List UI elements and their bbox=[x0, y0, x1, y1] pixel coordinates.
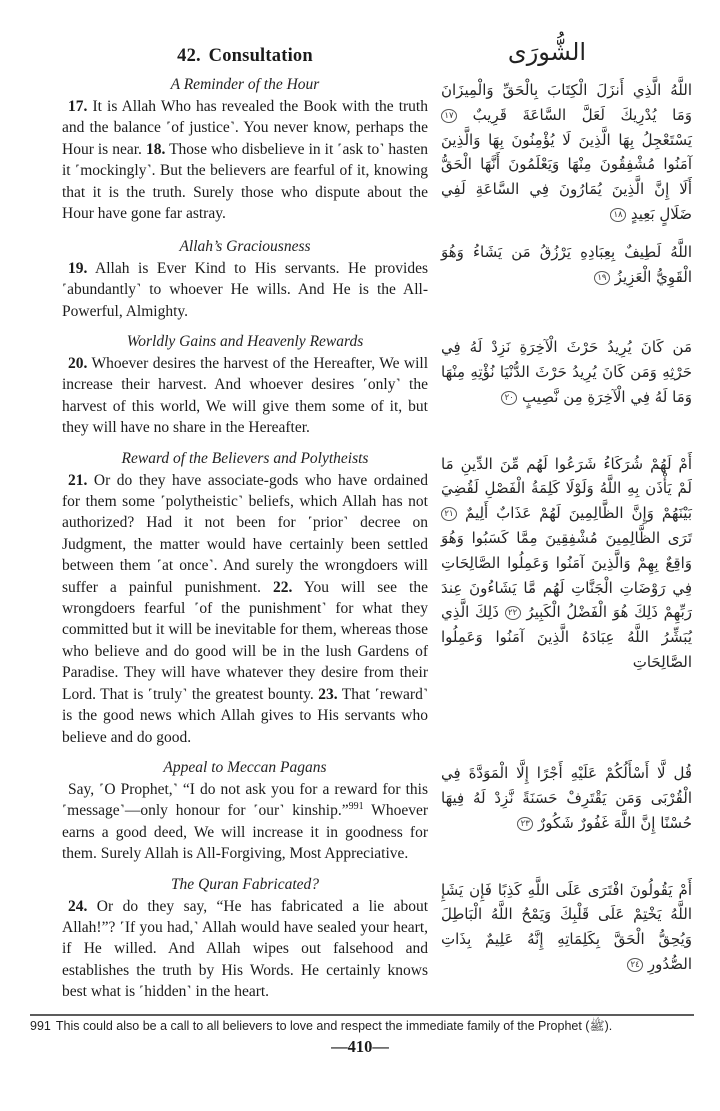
ayah-end-marker: ٢٢ bbox=[505, 606, 521, 620]
footnote-area bbox=[30, 1014, 694, 1037]
page-content bbox=[0, 71, 720, 1011]
section-heading: Allah’s Graciousness bbox=[179, 237, 311, 255]
section-appeal-to-meccan-pagans bbox=[62, 756, 692, 865]
verse-number: 21. bbox=[68, 471, 88, 489]
footnote-number: 991 bbox=[30, 1019, 51, 1033]
ayah-end-marker: ٢٣ bbox=[517, 817, 533, 831]
section-heading: Worldly Gains and Heavenly Rewards bbox=[126, 333, 364, 350]
arabic-verse-text: أَمْ يَقُولُونَ افْتَرَى عَلَى اللَّهِ كَذِبًا فَإِن يَشَإِ اللَّهُ يَخْتِمْ عَلَى قَلْبِكَ وَيَمْحُ اللَّهُ الْبَاطِلَ وَيُحِقُّ الْحَقَّ بِكَلِمَاتِهِ إِنَّهُ عَلِيمٌ بِذَاتِ الصُّدُورِ ٢٤ bbox=[441, 880, 692, 973]
section-quran-fabricated bbox=[62, 873, 692, 1003]
arabic-verse-text: مَن كَانَ يُرِيدُ حَرْثَ الْآخِرَةِ نَزِدْ لَهُ فِي حَرْثِهِ وَمَن كَانَ يُرِيدُ حَرْثَ الدُّنْيَا نُؤْتِهِ مِنْهَا وَمَا لَهُ فِي الْآخِرَةِ مِن نَّصِيبٍ ٢٠ bbox=[441, 338, 692, 406]
verse-number: 24. bbox=[68, 897, 88, 915]
ayah-end-marker: ١٨ bbox=[610, 208, 626, 222]
ayah-end-marker: ١٧ bbox=[441, 109, 457, 123]
ayah-end-marker: ٢٠ bbox=[501, 391, 517, 405]
section-allahs-graciousness bbox=[62, 235, 692, 322]
english-column bbox=[62, 447, 428, 748]
english-column bbox=[62, 756, 428, 865]
section-heading: A Reminder of the Hour bbox=[170, 76, 320, 93]
page-number: —410— bbox=[331, 1037, 389, 1056]
surah-title-arabic: الشُّورَى bbox=[507, 38, 587, 66]
section-reward-believers-polytheists bbox=[62, 447, 692, 748]
english-verse-text: 24. Or do they say, “He has fabricated a lie about Allah!”? ˹If you had,˺ Allah would have sealed your heart, if He willed. And Allah wipes out falsehood and establishes the truth by His Words. He certainly knows best what is ˹hidden˺ in the heart. bbox=[62, 897, 428, 1001]
section-worldly-gains bbox=[62, 330, 692, 439]
english-column bbox=[62, 235, 428, 322]
footnote-ref: 991 bbox=[348, 801, 364, 813]
verse-number: 17. bbox=[68, 98, 88, 115]
verse-number: 20. bbox=[68, 355, 88, 372]
page-header bbox=[0, 0, 720, 71]
english-column bbox=[62, 330, 428, 439]
english-verse-text: 17. It is Allah Who has revealed the Book with the truth and the balance ˹of justice˺. You never know, perhaps the Hour is near. 18. Those who disbelieve in it ˹ask to˺ hasten it ˹mockingly˺. But the believers are fearful of it, knowing that it is the truth. Surely those who dispute about the Hour have gone far astray. bbox=[62, 98, 428, 223]
verse-number: 22. bbox=[273, 578, 293, 596]
verse-number: 23. bbox=[318, 685, 338, 703]
section-heading: Reward of the Believers and Polytheists bbox=[121, 449, 369, 467]
ayah-end-marker: ٢٤ bbox=[627, 958, 643, 972]
english-verse-text: 19. Allah is Ever Kind to His servants. He provides ˹abundantly˺ to whoever He wills. And He is the All-Powerful, Almighty. bbox=[62, 259, 428, 320]
section-heading: The Quran Fabricated? bbox=[170, 875, 320, 893]
arabic-verse-text: قُل لَّا أَسْأَلُكُمْ عَلَيْهِ أَجْرًا إِلَّا الْمَوَدَّةَ فِي الْقُرْبَى وَمَن يَقْتَرِفْ حَسَنَةً نَّزِدْ لَهُ فِيهَا حُسْنًا إِنَّ اللَّهَ غَفُورٌ شَكُورٌ ٢٣ bbox=[441, 763, 692, 832]
english-verse-text: 20. Whoever desires the harvest of the Hereafter, We will increase their harvest. And whoever desires ˹only˺ the harvest of this world, We will give them some of it, but they will have no share in the Hereafter. bbox=[62, 355, 428, 437]
arabic-verse-text: اللَّهُ الَّذِي أَنزَلَ الْكِتَابَ بِالْحَقِّ وَالْمِيزَانَ وَمَا يُدْرِيكَ لَعَلَّ السَّاعَةَ قَرِيبٌ ١٧ يَسْتَعْجِلُ بِهَا الَّذِينَ لَا يُؤْمِنُونَ بِهَا وَالَّذِينَ آمَنُوا مُشْفِقُونَ مِنْهَا وَيَعْلَمُونَ أَنَّهَا الْحَقُّ أَلَا إِنَّ الَّذِينَ يُمَارُونَ فِي السَّاعَةِ لَفِي ضَلَالٍ بَعِيدٍ ١٨ bbox=[441, 81, 692, 223]
english-column bbox=[62, 73, 428, 227]
english-column bbox=[62, 873, 428, 1003]
footnote-body: This could also be a call to all believers to love and respect the immediate family of the Prophet (ﷺ). bbox=[55, 1019, 613, 1033]
section-reminder-of-the-hour bbox=[62, 73, 692, 227]
ayah-end-marker: ١٩ bbox=[594, 271, 610, 285]
verse-number: 19. bbox=[68, 259, 88, 277]
english-verse-text: Say, ˹O Prophet,˺ “I do not ask you for a reward for this ˹message˺—only honour for ˹our˺ kinship.”$^{991}$ Whoever earns a good deed, We will increase it in goodness for them. Surely Allah is All-Forgiving, Most Appreciative. bbox=[62, 780, 428, 863]
arabic-verse-text: أَمْ لَهُمْ شُرَكَاءُ شَرَعُوا لَهُم مِّنَ الدِّينِ مَا لَمْ يَأْذَن بِهِ اللَّهُ وَلَوْلَا كَلِمَةُ الْفَصْلِ لَقُضِيَ بَيْنَهُمْ وَإِنَّ الظَّالِمِينَ لَهُمْ عَذَابٌ أَلِيمٌ ٢١ تَرَى الظَّالِمِينَ مُشْفِقِينَ مِمَّا كَسَبُوا وَهُوَ وَاقِعٌ بِهِمْ وَالَّذِينَ آمَنُوا وَعَمِلُوا الصَّالِحَاتِ فِي رَوْضَاتِ الْجَنَّاتِ لَهُم مَّا يَشَاءُونَ عِندَ رَبِّهِمْ ذَلِكَ هُوَ الْفَضْلُ الْكَبِيرُ ٢٢ ذَلِكَ الَّذِي يُبَشِّرُ اللَّهُ عِبَادَهُ الَّذِينَ آمَنُوا وَعَمِلُوا الصَّالِحَاتِ bbox=[441, 454, 692, 671]
verse-number: 18. bbox=[145, 140, 166, 158]
english-verse-text: 21. Or do they have associate-gods who have ordained for them some ˹polytheistic˺ beliefs, which Allah has not authorized? Had it not been for ˹prior˺ decree on Judgment, the matter would have certainly been settled between them ˹at once˺. And surely the wrongdoers will suffer a painful punishment. 22. You will see the wrongdoers fearful ˹of the punishment˺ for what they committed but it will be inevitable for them, whereas those who believe and do good will be in the lush Gardens of Paradise. They will have whatever they desire from their Lord. That is ˹truly˺ the greatest bounty. 23. That ˹reward˺ is the good news which Allah gives to His servants who believe and do good. bbox=[62, 471, 428, 746]
ayah-end-marker: ٢١ bbox=[441, 507, 457, 521]
arabic-verse-text: اللَّهُ لَطِيفٌ بِعِبَادِهِ يَرْزُقُ مَن يَشَاءُ وَهُوَ الْقَوِيُّ الْعَزِيزُ ١٩ bbox=[441, 242, 692, 286]
footnote-text bbox=[30, 1016, 694, 1037]
section-heading: Appeal to Meccan Pagans bbox=[163, 758, 327, 776]
surah-title-english: 42. Consultation bbox=[177, 46, 313, 66]
